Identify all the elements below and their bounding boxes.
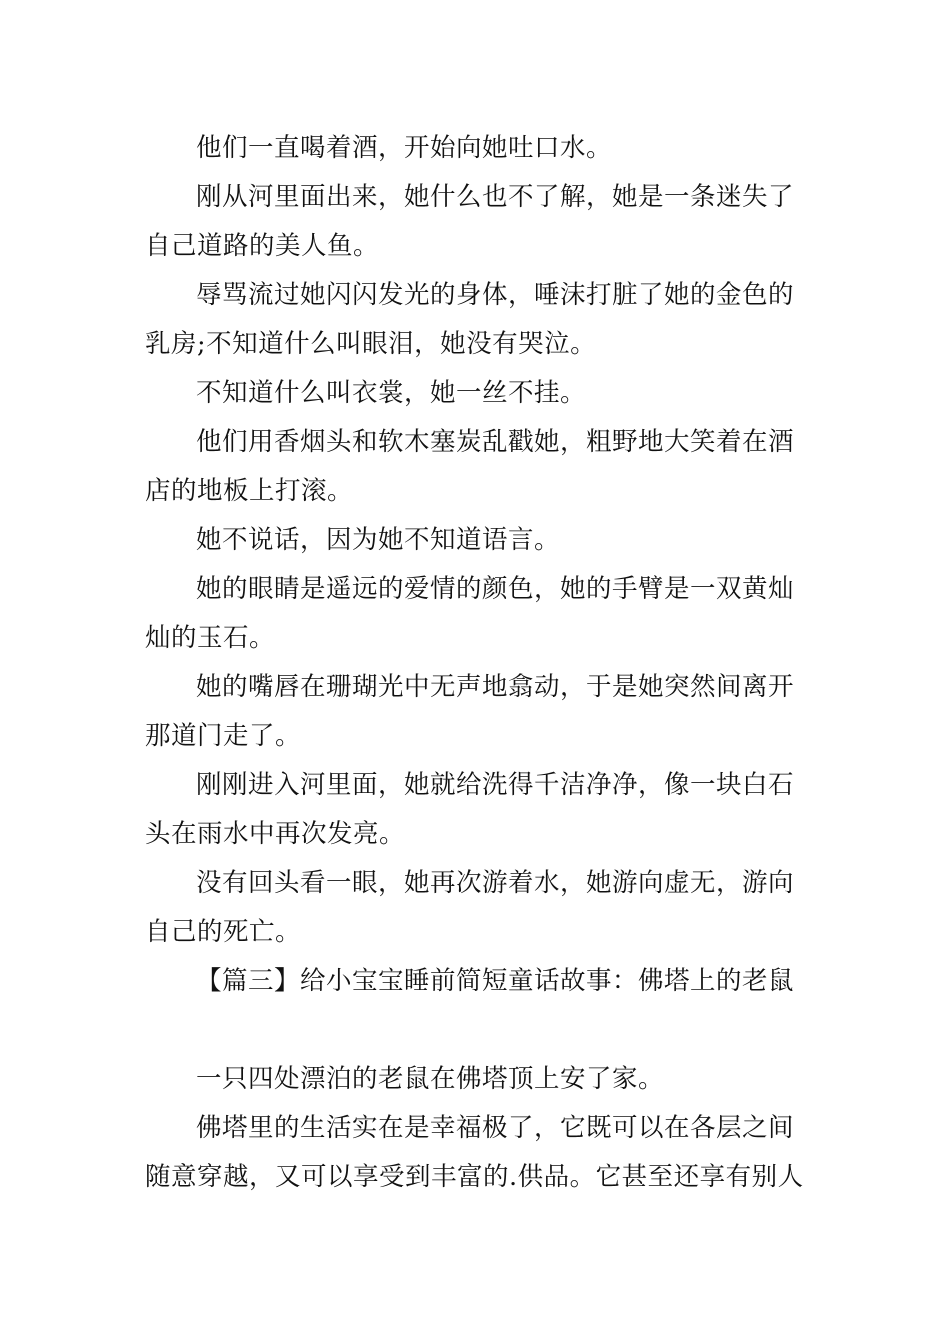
paragraph-line: 乳房;不知道什么叫眼泪，她没有哭泣。 (145, 329, 597, 359)
paragraph (145, 1055, 807, 1104)
paragraph-line: 他们用香烟头和软木塞炭乱戳她，粗野地大笑着在酒 (196, 427, 795, 457)
paragraph-line: 那道门走了。 (145, 721, 302, 751)
paragraph (145, 516, 807, 565)
paragraph (145, 369, 807, 418)
paragraph (145, 859, 807, 957)
paragraph-line: 佛塔里的生活实在是幸福极了，它既可以在各层之间 (196, 1113, 795, 1143)
paragraph (145, 271, 807, 369)
blank-line (145, 1006, 807, 1055)
paragraph-line: 头在雨水中再次发亮。 (145, 819, 406, 849)
paragraph (145, 761, 807, 859)
document-page (145, 124, 807, 1202)
paragraph (145, 565, 807, 663)
paragraph-line: 自己道路的美人鱼。 (145, 231, 380, 261)
section-heading: 【篇三】给小宝宝睡前简短童话故事：佛塔上的老鼠 (196, 966, 795, 996)
paragraph-line: 她的眼睛是遥远的爱情的颜色，她的手臂是一双黄灿 (196, 574, 795, 604)
paragraph (145, 124, 807, 173)
story-section-1 (145, 124, 807, 957)
paragraph-line: 她的嘴唇在珊瑚光中无声地翕动，于是她突然间离开 (196, 672, 795, 702)
paragraph-line: 随意穿越，又可以享受到丰富的.供品。它甚至还享有别人 (145, 1162, 804, 1192)
paragraph-line: 她不说话，因为她不知道语言。 (196, 525, 561, 555)
paragraph-line: 自己的死亡。 (145, 917, 302, 947)
paragraph (145, 173, 807, 271)
paragraph-line: 灿的玉石。 (145, 623, 276, 653)
paragraph-line: 他们一直喝着酒，开始向她吐口水。 (196, 133, 613, 163)
paragraph (145, 418, 807, 516)
paragraph-line: 一只四处漂泊的老鼠在佛塔顶上安了家。 (196, 1064, 665, 1094)
paragraph-line: 不知道什么叫衣裳，她一丝不挂。 (196, 378, 587, 408)
paragraph-line: 辱骂流过她闪闪发光的身体，唾沫打脏了她的金色的 (196, 280, 795, 310)
paragraph-line: 刚从河里面出来，她什么也不了解，她是一条迷失了 (196, 182, 795, 212)
paragraph-line: 刚刚进入河里面，她就给洗得千洁净净，像一块白石 (196, 770, 795, 800)
paragraph-line: 店的地板上打滚。 (145, 476, 354, 506)
story-section-2 (145, 1055, 807, 1202)
paragraph-line: 没有回头看一眼，她再次游着水，她游向虚无，游向 (196, 868, 795, 898)
paragraph (145, 663, 807, 761)
paragraph (145, 1104, 807, 1202)
